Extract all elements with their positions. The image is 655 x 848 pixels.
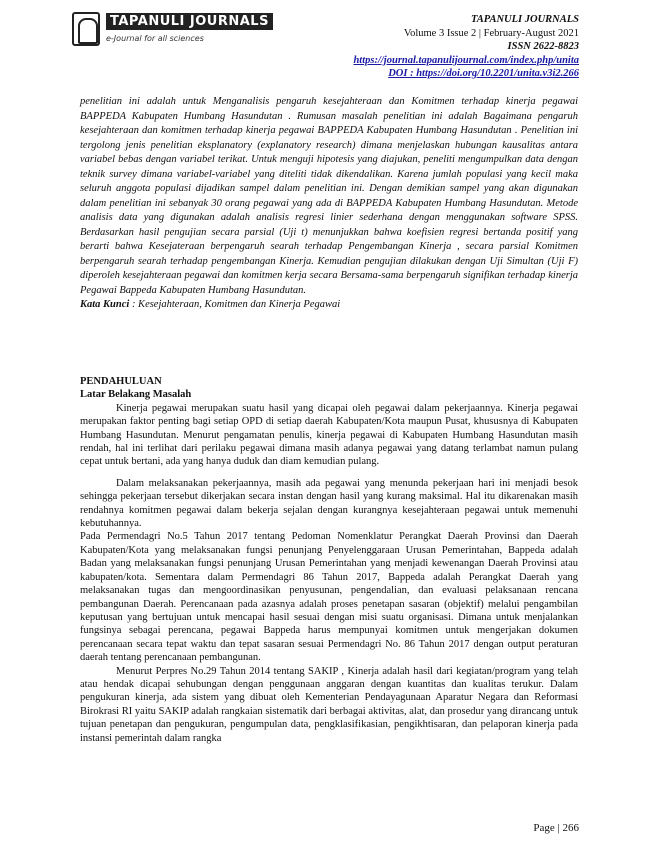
abstract [80, 95, 578, 313]
keywords [80, 298, 578, 313]
journal-emblem-icon [72, 12, 100, 46]
keywords-value: : Kesejahteraan, Komitmen dan Kinerja Pegawai [129, 299, 341, 310]
keywords-label: Kata Kunci [80, 299, 130, 310]
journal-header [353, 13, 579, 81]
abstract-text: penelitian ini adalah untuk Menganalisis pengaruh kesejahteraan dan Komitmen terhadap kinerja pegawai BAPPEDA Kabupaten Humbang Hasundutan . Rumusan masalah penelitian ini adalah Bagaimana pengaruh kesejahteraan dan komitmen terhadap kinerja pegawai BAPPEDA Kabupaten Humbang Hasundutan . Penelitian ini tergolong jenis penelitian eksplanatory (explanatory research) dimana menjelaskan hubungan kausalitas antara variabel bebas dengan variabel terikat. Untuk menguji hipotesis yang diajukan, peneliti mengumpulkan data dengan teknik survey dimana variabel-variabel yang diteliti tidak dikendalikan. Karena jumlah populasi yang kecil maka seluruh anggota populasi dijadikan sampel dalam penelitian ini. Dengan demikian sampel yang akan digunakan dalam penelitian ini sebanyak 30 orang pegawai yang ada di BAPPEDA Kabupaten Humbang Hasundutan. Metode analisis data yang digunakan adalah analisis regresi linier sederhana dengan menggunakan software SPSS. Berdasarkan hasil pengujian secara parsial (Uji t) menunjukkan bahwa koefisien regresi bertanda positif yang berarti bahwa Kesejateraan berpengaruh searah terhadap Pengembangan Kinerja , secara parsial Komitmen berpengaruh searah terhadap pengembangan Kinerja. Kemudian pengujian dilakukan dengan Uji Simultan (Uji F) diperoleh kesejahteraan pegawai dan komitmen kerja secara Bersama-sama berpengaruh signifikan terhadap kinerja Pegawai Bappeda Kabupaten Humbang Hasundutan. [80, 96, 578, 296]
page-number: Page | 266 [533, 822, 579, 834]
paragraph: Pada Permendagri No.5 Tahun 2017 tentang Pedoman Nomenklatur Perangkat Daerah Provinsi dan Daerah Kabupaten/Kota yang melaksanakan fungsi penunjang Penyelenggaraan Urusan Pemerintahan, Bappeda adalah Badan yang melaksanakan fungsi penunjang Urusan Pemerintahan yang menjadi kewenangan Daerah Provinsi atau kabupaten/kota. Sementara dalam Permendagri 86 Tahun 2017, Bappeda adalah Perangkat Daerah yang melaksanakan tugas dan mengoordinasikan penyusunan, pengendalian, dan evaluasi pelaksanaan rencana pembangunan Daerah. Perencanaan pada azasnya adalah proses penetapan sasaran (objektif) melalui pengambilan keputusan yang bertujuan untuk mencapai hasil sesuai dengan misi suatu organisasi. Dimana untuk menjalankan fungsinya sebagai perencana, pegawai Bappeda harus mempunyai komitmen untuk mengerjakan dokumen perencanaan secara tepat waktu dan tepat sasaran sesuai Permendagri No. 86 Tahun 2017 dengan output peraturan daerah tentang perencanaan pembangunan. [80, 531, 578, 664]
doi-link[interactable]: DOI : https://doi.org/10.2201/unita.v3i2.266 [388, 68, 579, 79]
volume-info: Volume 3 Issue 2 | February-August 2021 [403, 27, 579, 39]
issn: ISSN 2622-8823 [507, 41, 579, 52]
article-body [80, 375, 578, 745]
paragraph: Dalam melaksanakan pekerjaannya, masih ada pegawai yang menunda pekerjaan hari ini menjadi besok sehingga pekerjaan tersebut dikerjakan secara instan dengan hasil yang kurang maksimal. Hal itu dikarenakan masih rendahnya komitmen pegawai dalam bekerja sejalan dengan kurangnya kesejahteraan pegawai untuk memenuhi kebutuhannya. [80, 477, 578, 530]
paragraph: Menurut Perpres No.29 Tahun 2014 tentang SAKIP , Kinerja adalah hasil dari kegiatan/program yang telah atau hendak dicapai sehubungan dengan penggunaan anggaran dengan kuantitas dan kualitas terukur. Dalam pengukuran kinerja, ada sistem yang dibuat oleh Kementerian Pendayagunaan Aparatur Negara dan Reformasi Birokrasi RI yaitu SAKIP adalah rangkaian sistematik dari berbagai aktivitas, alat, dan prosedur yang dirancang untuk tujuan penetapan dan pengukuran, pengumpulan data, pengklasifikasian, pengikhtisaran, dan pelaporan kinerja pada instansi pemerintah dalam rangka [80, 665, 578, 744]
paragraph: Kinerja pegawai merupakan suatu hasil yang dicapai oleh pegawai dalam pekerjaannya. Kinerja pegawai merupakan faktor penting bagi setiap OPD di setiap daerah Kabupaten/Kota maupun Pusat, khususnya di Kabupaten Humbang Hasundutan. Menurut pengamatan penulis, kinerja pegawai di Kabupaten Humbang Hasundutan masih rendah, hal ini terlihat dari perilaku pegawai dimana masih adanya pegawai yang datang terlambat namun pulang cepat untuk bertani, ada yang hanya duduk dan diam kemudian pulang. [80, 402, 578, 468]
journal-logo [72, 12, 273, 46]
section-title: PENDAHULUAN [80, 376, 162, 387]
logo-subtitle: e-Journal for all sciences [106, 34, 204, 43]
journal-name: TAPANULI JOURNALS [470, 14, 579, 25]
subsection-title: Latar Belakang Masalah [80, 389, 192, 401]
logo-title: TAPANULI JOURNALS [106, 13, 273, 30]
journal-url-link[interactable]: https://journal.tapanulijournal.com/index.php/unita [353, 54, 579, 66]
